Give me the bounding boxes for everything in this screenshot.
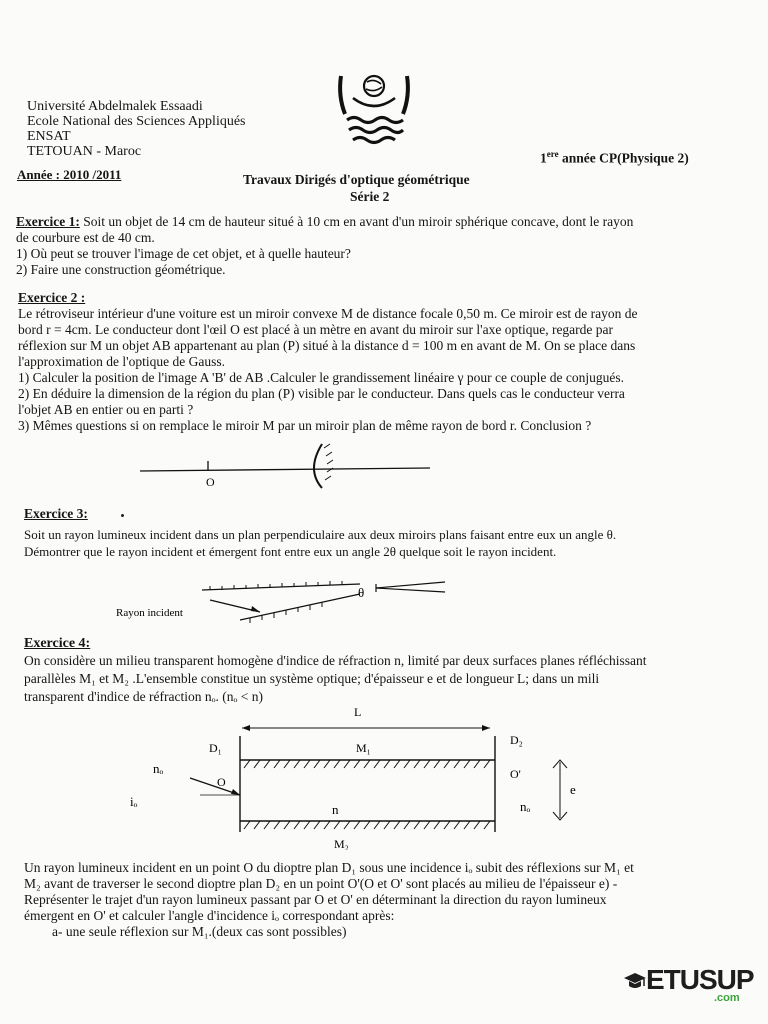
exercise-2-label: Exercice 2 : (18, 290, 86, 305)
label-O: O (217, 775, 226, 789)
label-O-prime: O' (510, 767, 521, 781)
level-sup: ere (546, 149, 559, 159)
label-M1: M₁ (356, 741, 371, 755)
ex2-line-7: l'objet AB en entier ou en parti ? (18, 402, 194, 417)
label-n: n (332, 802, 339, 817)
ray-incident-label: Rayon incident (116, 607, 183, 619)
upper-mirror (202, 584, 360, 590)
ex2-line-5: 1) Calculer la position de l'image A 'B' de AB .Calculer le grandissement linéaire γ pour ce couple de conjugués. (18, 370, 624, 385)
exercise-4 (24, 652, 646, 706)
ex1-line-2: de courbure est de 40 cm. (16, 230, 155, 245)
label-M2: M₂ (334, 837, 349, 850)
label-D2: D₂ (510, 733, 523, 747)
theta-label: θ (358, 585, 365, 600)
univ-line-1: Université Abdelmalek Essaadi (27, 99, 203, 114)
univ-line-3: ENSAT (27, 129, 71, 144)
ex4-after-2: M₂ avant de traverser le second dioptre plan D₂ en un point O'(O et O' sont placés au milieu de l'épaisseur e) - (24, 876, 618, 891)
two-mirrors-figure (110, 576, 450, 628)
page-title: Travaux Dirigés d'optique géométrique (243, 172, 470, 187)
university-logo-icon (335, 68, 413, 150)
academic-year: Année : 2010 /2011 (17, 167, 122, 182)
ex2-line-6: 2) En déduire la dimension de la région du plan (P) visible par le conducteur. Dans quels cas le conducteur verra (18, 386, 625, 401)
label-D1: D₁ (209, 741, 222, 755)
ex4-after-3: Représenter le trajet d'un rayon lumineux passant par O et O' en déterminant la direction du rayon lumineux (24, 892, 607, 907)
ex3-line-1: Soit un rayon lumineux incident dans un plan perpendiculaire aux deux miroirs plans faisant entre eux un angle θ. (24, 527, 617, 542)
convex-mirror-arc (314, 444, 322, 488)
exercise-1 (16, 214, 633, 278)
optical-axis (140, 468, 430, 471)
ex4-line-3: transparent d'indice de réfraction nₒ. (nₒ < n) (24, 689, 263, 704)
lower-mirror (240, 594, 360, 620)
exercise-4-continued (24, 860, 634, 940)
etusup-text: ETUSUP (646, 964, 754, 995)
ex1-line-1: Soit un objet de 14 cm de hauteur situé à 10 cm en avant d'un miroir sphérique concave, dont le rayon (79, 214, 634, 229)
graduation-cap-icon (622, 970, 648, 992)
eye-label-O: O (206, 475, 215, 489)
ex1-line-3: 1) Où peut se trouver l'image de cet objet, et à quelle hauteur? (16, 246, 351, 261)
course-level (540, 146, 689, 167)
series-number: Série 2 (350, 189, 390, 204)
ex4-after-1: Un rayon lumineux incident en un point O du dioptre plan D₁ sous une incidence iₒ subit des réflexions sur M₁ et (24, 860, 634, 875)
ex3-line-2: Démontrer que le rayon incident et émergent font entre eux un angle 2θ quelque soit le rayon incident. (24, 544, 557, 559)
university-block (27, 99, 246, 159)
level-text: année CP(Physique 2) (558, 150, 689, 166)
ex4-line-1: On considère un milieu transparent homogène d'indice de réfraction n, limité par deux surfaces planes réfléchissant (24, 653, 647, 668)
label-n0-left: nₒ (153, 761, 164, 776)
exercise-3 (24, 526, 616, 560)
exercise-3-label: Exercice 3: (24, 506, 88, 521)
label-i0: iₒ (130, 794, 138, 809)
etusup-domain: .com (714, 992, 740, 1004)
slab-figure (120, 700, 600, 850)
exercise-1-label: Exercice 1: (16, 214, 80, 229)
ex2-line-8: 3) Mêmes questions si on remplace le miroir M par un miroir plan de même rayon de bord r. Conclusion ? (18, 418, 592, 433)
ex3-dot (121, 514, 124, 517)
ex4-after-5: a- une seule réflexion sur M₁.(deux cas sont possibles) (52, 924, 347, 939)
label-n0-right: nₒ (520, 799, 531, 814)
etusup-watermark (622, 962, 752, 1006)
univ-line-4: TETOUAN - Maroc (27, 144, 142, 159)
exercise-4-label: Exercice 4: (24, 636, 91, 651)
univ-line-2: Ecole National des Sciences Appliqués (27, 114, 246, 129)
ex2-line-4: l'approximation de l'optique de Gauss. (18, 354, 225, 369)
ex4-after-4: émergent en O' et calculer l'angle d'incidence iₒ correspondant après: (24, 908, 395, 923)
convex-mirror-figure (138, 440, 433, 490)
ex1-line-4: 2) Faire une construction géométrique. (16, 262, 226, 277)
exercise-2 (18, 290, 637, 434)
label-e: e (570, 782, 576, 797)
length-label-L: L (354, 705, 362, 719)
ex4-line-2: parallèles M₁ et M₂ .L'ensemble constitue un système optique; d'épaisseur e et de longueur L; dans un mili (24, 671, 600, 686)
ex2-line-1: Le rétroviseur intérieur d'une voiture est un miroir convexe M de distance focale 0,50 m. Ce miroir est de rayon de (18, 306, 638, 321)
ex2-line-3: réflexion sur M un objet AB appartenant au plan (P) situé à la distance d = 100 m en avant de M. On se place dans (18, 338, 636, 353)
level-prefix: 1 (540, 150, 547, 166)
ex2-line-2: bord r = 4cm. Le conducteur dont l'œil O est placé à un mètre en avant du miroir sur l'axe optique, regarde par (18, 322, 614, 337)
